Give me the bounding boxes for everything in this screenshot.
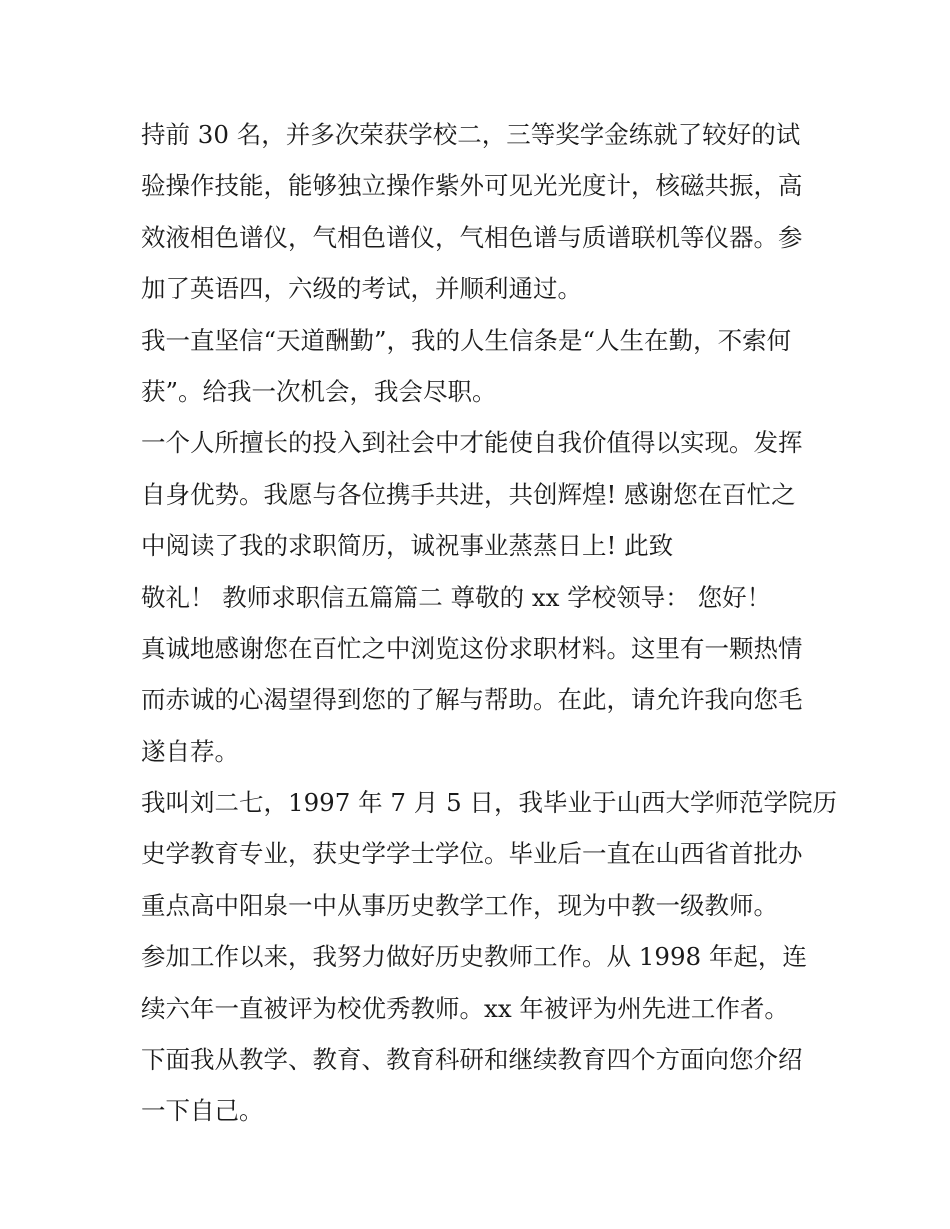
text-line: 一下自己。	[141, 1096, 264, 1126]
text-line: 我一直坚信“天道酬勤”，我的人生信条是“人生在勤，不索何	[141, 325, 792, 355]
text-line: 获”。给我一次机会，我会尽职。	[141, 376, 497, 406]
text-line: 参加工作以来，我努力做好历史教师工作。从 1998 年起，连	[141, 942, 807, 972]
text-line: 真诚地感谢您在百忙之中浏览这份求职材料。这里有一颗热情	[141, 633, 803, 663]
text-line: 自身优势。我愿与各位携手共进，共创辉煌! 感谢您在百忙之	[141, 479, 796, 509]
text-line: 重点高中阳泉一中从事历史教学工作，现为中教一级教师。	[141, 890, 778, 920]
text-line: 加了英语四，六级的考试，并顺利通过。	[141, 274, 582, 304]
text-line: 效液相色谱仪，气相色谱仪，气相色谱与质谱联机等仪器。参	[141, 222, 803, 252]
text-line: 遂自荐。	[141, 736, 239, 766]
text-line: 史学教育专业，获史学学士学位。毕业后一直在山西省首批办	[141, 839, 803, 869]
text-line: 我叫刘二七，1997 年 7 月 5 日，我毕业于山西大学师范学院历	[141, 788, 837, 818]
text-line: 续六年一直被评为校优秀教师。xx 年被评为州先进工作者。	[141, 993, 789, 1023]
text-line: 持前 30 名，并多次荣获学校二，三等奖学金练就了较好的试	[141, 120, 801, 149]
text-line: 而赤诚的心渴望得到您的了解与帮助。在此，请允许我向您毛	[141, 685, 803, 715]
text-line: 验操作技能，能够独立操作紫外可见光光度计，核磁共振，高	[141, 171, 803, 201]
text-line: 一个人所擅长的投入到社会中才能使自我价值得以实现。发挥	[141, 428, 803, 458]
text-line: 中阅读了我的求职简历，诚祝事业蒸蒸日上! 此致	[141, 531, 674, 561]
text-line: 敬礼！ 教师求职信五篇篇二 尊敬的 xx 学校领导： 您好！	[141, 582, 772, 612]
text-line: 下面我从教学、教育、教育科研和继续教育四个方面向您介绍	[141, 1045, 803, 1075]
document-body	[141, 109, 837, 1137]
